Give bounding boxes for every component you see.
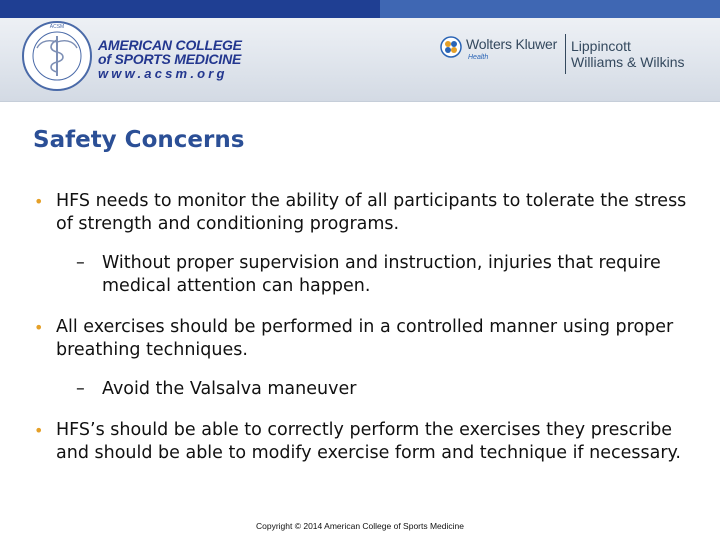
acsm-name-line2: of SPORTS MEDICINE [98,51,242,67]
bullet-marker: • [34,318,44,337]
acsm-name [98,38,242,66]
copyright-footer: Copyright © 2014 American College of Sports Medicine [255,521,464,531]
acsm-url: www.acsm.org [98,66,228,81]
bullet-text: HFS’s should be able to correctly perform the exercises they prescribe and should be able to modify exercise form and technique if necessary. [56,420,681,463]
svg-text:ACSM: ACSM [49,24,65,30]
imprint-name [571,38,685,70]
logo-divider [565,34,566,74]
sub-bullet-marker: – [76,379,85,399]
sub-bullet-marker: – [76,253,85,273]
acsm-name-line1: AMERICAN COLLEGE [98,37,242,53]
publisher-division: Health [468,54,489,61]
imprint-line2: Williams & Wilkins [571,54,685,70]
header-color-strip [0,0,720,18]
publisher-name: Wolters Kluwer [466,36,558,52]
sub-bullet-text: Avoid the Valsalva maneuver [102,379,357,399]
acsm-seal-logo [21,20,93,92]
bullet-marker: • [34,421,44,440]
wolters-kluwer-icon [440,36,462,58]
slide-header [0,0,720,102]
slide-title: Safety Concerns [33,127,245,153]
sub-bullet-text: Without proper supervision and instruction, injuries that require medical attention can happen. [102,253,661,296]
imprint-line1: Lippincott [571,38,631,54]
bullet-text: HFS needs to monitor the ability of all participants to tolerate the stress of strength and conditioning programs. [56,191,687,234]
bullet-text: All exercises should be performed in a controlled manner using proper breathing techniques. [56,317,674,360]
header-strip-light [380,0,720,18]
header-strip-dark [0,0,380,18]
bullet-marker: • [34,192,44,211]
